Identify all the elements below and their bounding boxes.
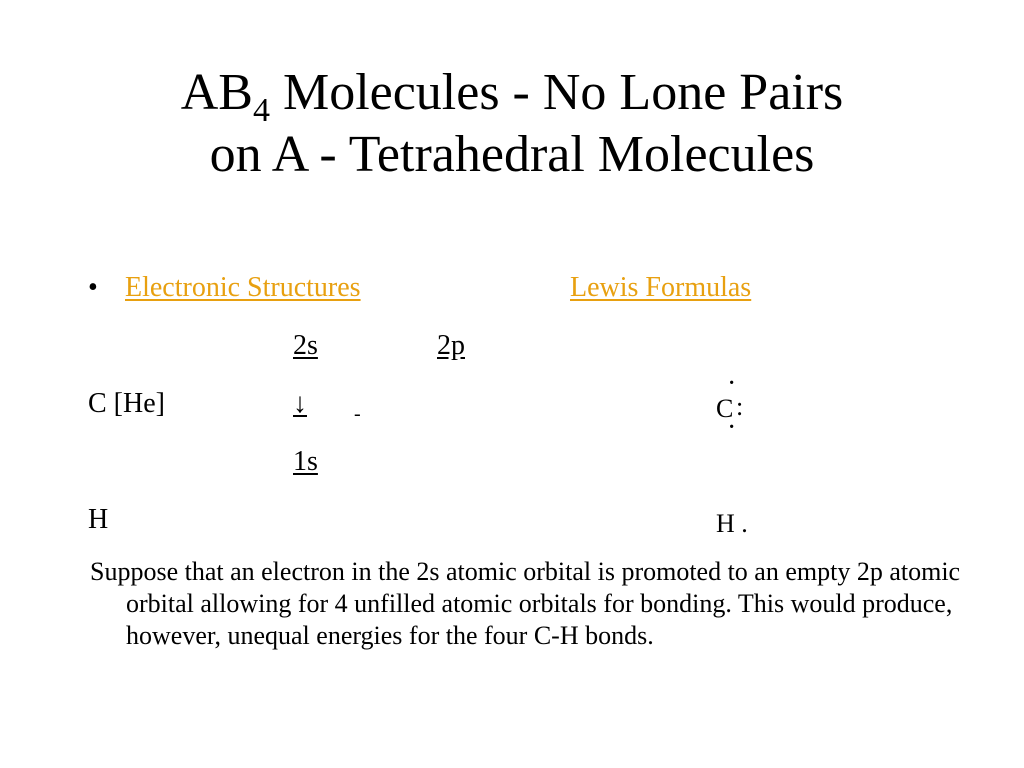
orbital-1s-label: 1s: [293, 446, 318, 477]
hydrogen-lewis: H .: [716, 509, 748, 538]
lewis-formulas-link[interactable]: Lewis Formulas: [570, 272, 752, 303]
electronic-structures-link[interactable]: Electronic Structures: [125, 272, 361, 303]
title-rest: Molecules - No Lone Pairs: [269, 64, 844, 121]
slide-title: [0, 62, 1024, 186]
title-line-2: on A - Tetrahedral Molecules: [209, 126, 815, 183]
carbon-lewis-symbol: C: [716, 394, 734, 423]
title-subscript: 4: [252, 92, 270, 129]
hydrogen-label: H: [88, 504, 109, 535]
bullet: •: [88, 272, 98, 303]
title-ab: AB: [180, 64, 253, 121]
carbon-bottom-dot: ·: [727, 412, 737, 443]
carbon-top-dot: ·: [727, 368, 737, 399]
carbon-right-dots: :: [736, 392, 744, 421]
empty-orbital-dash: -: [354, 403, 361, 425]
title-line-1: [0, 62, 1024, 129]
orbital-2s-label: 2s: [293, 330, 318, 361]
carbon-config: C [He]: [88, 388, 165, 419]
explanation-paragraph: Suppose that an electron in the 2s atomic orbital is promoted to an empty 2p atomic orbital allowing for 4 unfilled atomic orbitals for bonding. This would produce, however, unequal energies for the four C-H bonds.: [90, 557, 961, 650]
down-arrow-icon: ↓: [293, 388, 307, 419]
orbital-2p-label: 2p: [437, 330, 465, 361]
